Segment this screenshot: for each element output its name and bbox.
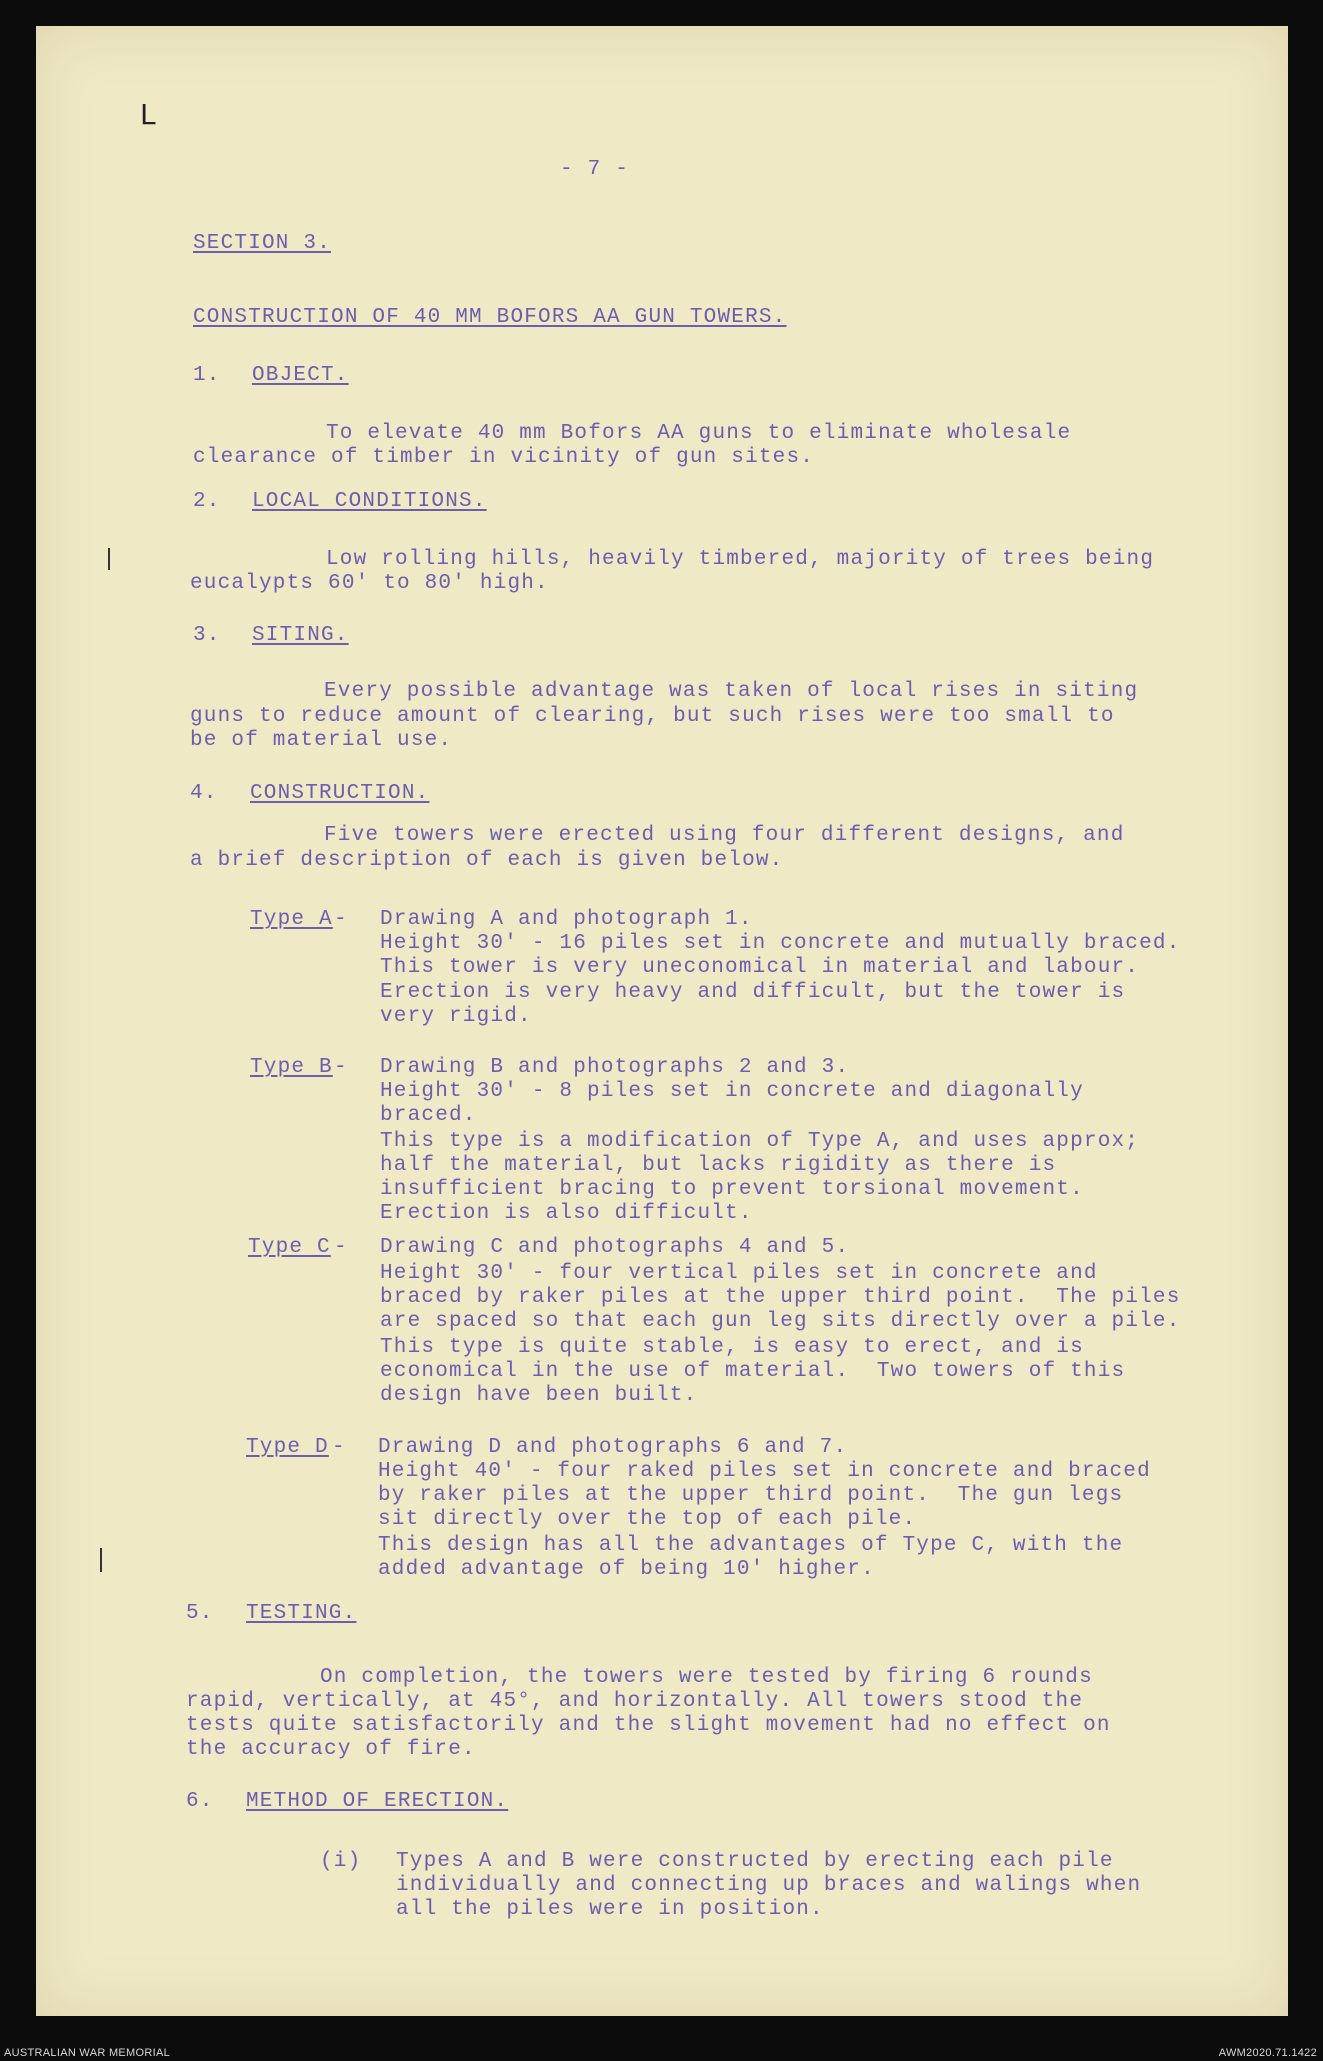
item-6-sub-line-2: individually and connecting up braces and walings when (396, 1874, 1142, 1897)
type-a-label: Type A (250, 908, 333, 931)
type-c-line-2: Height 30' - four vertical piles set in concrete and (380, 1262, 1098, 1285)
item-4-number: 4. (190, 782, 218, 805)
type-c-line-3: braced by raker piles at the upper third point. The piles (380, 1286, 1181, 1309)
item-6-heading: METHOD OF ERECTION. (246, 1790, 509, 1813)
document-title: CONSTRUCTION OF 40 MM BOFORS AA GUN TOWERS. (193, 306, 787, 329)
item-1-heading: OBJECT. (252, 364, 349, 387)
type-b-dash: - (334, 1056, 348, 1079)
type-d-line-5: This design has all the advantages of Type C, with the (378, 1534, 1124, 1557)
type-a-line-1: Drawing A and photograph 1. (380, 908, 753, 931)
document-page (36, 26, 1288, 2016)
item-4-line-1: Five towers were erected using four different designs, and (324, 824, 1125, 847)
item-5-line-1: On completion, the towers were tested by firing 6 rounds (320, 1666, 1093, 1689)
item-5-number: 5. (186, 1602, 214, 1625)
type-c-label: Type C (248, 1236, 331, 1259)
margin-handwritten-mark: L (140, 98, 156, 131)
type-a-line-2: Height 30' - 16 piles set in concrete and mutually braced. (380, 932, 1181, 955)
item-3-number: 3. (193, 624, 221, 647)
footer-institution: AUSTRALIAN WAR MEMORIAL (4, 2047, 171, 2059)
item-3-line-3: be of material use. (190, 729, 453, 752)
item-5-line-3: tests quite satisfactorily and the slight movement had no effect on (186, 1714, 1111, 1737)
item-5-heading: TESTING. (246, 1602, 357, 1625)
binding-hole-mark-bottom (100, 1548, 102, 1572)
type-c-line-1: Drawing C and photographs 4 and 5. (380, 1236, 850, 1259)
type-a-dash: - (334, 908, 348, 931)
item-6-number: 6. (186, 1790, 214, 1813)
item-5-line-4: the accuracy of fire. (186, 1738, 476, 1761)
item-2-number: 2. (193, 490, 221, 513)
item-2-line-1: Low rolling hills, heavily timbered, majority of trees being (326, 548, 1155, 571)
binding-hole-mark-top (108, 548, 110, 570)
type-b-line-2: Height 30' - 8 piles set in concrete and diagonally (380, 1080, 1084, 1103)
type-d-line-2: Height 40' - four raked piles set in concrete and braced (378, 1460, 1151, 1483)
type-d-dash: - (332, 1436, 346, 1459)
type-d-line-1: Drawing D and photographs 6 and 7. (378, 1436, 848, 1459)
type-b-line-5: half the material, but lacks rigidity as there is (380, 1154, 1057, 1177)
type-c-line-7: design have been built. (380, 1384, 698, 1407)
item-1-line-2: clearance of timber in vicinity of gun sites. (193, 446, 815, 469)
type-c-line-5: This type is quite stable, is easy to erect, and is (380, 1336, 1084, 1359)
type-a-line-5: very rigid. (380, 1005, 532, 1028)
item-2-heading: LOCAL CONDITIONS. (252, 490, 487, 513)
type-d-line-3: by raker piles at the upper third point. The gun legs (378, 1484, 1124, 1507)
item-1-line-1: To elevate 40 mm Bofors AA guns to eliminate wholesale (326, 422, 1072, 445)
type-c-line-6: economical in the use of material. Two towers of this (380, 1360, 1126, 1383)
item-3-heading: SITING. (252, 624, 349, 647)
section-heading: SECTION 3. (193, 232, 332, 255)
item-6-sub-line-1: Types A and B were constructed by erecting each pile (396, 1850, 1114, 1873)
type-d-label: Type D (246, 1436, 329, 1459)
type-b-line-3: braced. (380, 1104, 477, 1127)
type-d-line-4: sit directly over the top of each pile. (378, 1508, 917, 1531)
page-number: - 7 - (560, 158, 630, 181)
item-5-line-2: rapid, vertically, at 45°, and horizontally. All towers stood the (186, 1690, 1084, 1713)
type-a-line-4: Erection is very heavy and difficult, but the tower is (380, 981, 1126, 1004)
type-d-line-6: added advantage of being 10' higher. (378, 1558, 875, 1581)
item-4-line-2: a brief description of each is given below. (190, 849, 784, 872)
type-b-line-1: Drawing B and photographs 2 and 3. (380, 1056, 850, 1079)
item-2-line-2: eucalypts 60' to 80' high. (190, 572, 549, 595)
footer-accession-id: AWM2020.71.1422 (1218, 2047, 1317, 2059)
type-b-line-4: This type is a modification of Type A, and uses approx; (380, 1130, 1140, 1153)
type-b-label: Type B (250, 1056, 333, 1079)
type-c-line-4: are spaced so that each gun leg sits directly over a pile. (380, 1310, 1181, 1333)
type-c-dash: - (334, 1236, 348, 1259)
item-3-line-1: Every possible advantage was taken of local rises in siting (324, 680, 1139, 703)
item-3-line-2: guns to reduce amount of clearing, but such rises were too small to (190, 705, 1115, 728)
item-4-heading: CONSTRUCTION. (250, 782, 430, 805)
item-6-sub-label: (i) (320, 1850, 362, 1873)
type-b-line-6: insufficient bracing to prevent torsional movement. (380, 1178, 1084, 1201)
item-1-number: 1. (193, 364, 221, 387)
type-a-line-3: This tower is very uneconomical in material and labour. (380, 956, 1140, 979)
item-6-sub-line-3: all the piles were in position. (396, 1898, 824, 1921)
type-b-line-7: Erection is also difficult. (380, 1202, 753, 1225)
